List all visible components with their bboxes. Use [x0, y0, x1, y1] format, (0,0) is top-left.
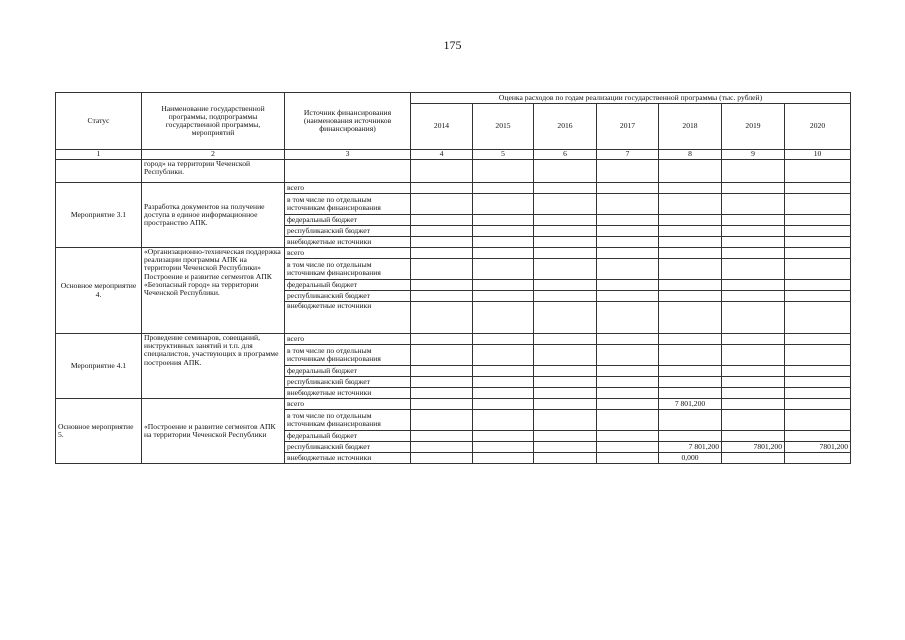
source-including: в том числе по отдельным источникам финансирования: [285, 345, 411, 366]
source-republic: республиканский бюджет: [285, 442, 411, 453]
value-cell: 7 801,200: [659, 442, 722, 453]
source-including: в том числе по отдельным источникам финансирования: [285, 194, 411, 215]
source-republic: республиканский бюджет: [285, 377, 411, 388]
source-federal: федеральный бюджет: [285, 366, 411, 377]
year-2018: 2018: [659, 104, 722, 150]
expenditure-table: [55, 92, 851, 464]
col-number: 5: [473, 150, 534, 160]
source-federal: федеральный бюджет: [285, 431, 411, 442]
source-federal: федеральный бюджет: [285, 280, 411, 291]
source-including: в том числе по отдельным источникам финансирования: [285, 259, 411, 280]
col-number: 8: [659, 150, 722, 160]
col-number: 9: [722, 150, 785, 160]
measure-name: «Организационно-техническая поддержка реализации программы АПК на территории Чеченской Республики» Построение и развитие сегментов АПК «Безопасный город» на территории Чеченской Республики.: [142, 248, 285, 334]
status-cell: Мероприятие 4.1: [56, 334, 142, 399]
col-number: 10: [785, 150, 851, 160]
status-cell: [56, 160, 142, 183]
continuation-name: город» на территории Чеченской Республики.: [142, 160, 285, 183]
col-number: 1: [56, 150, 142, 160]
col-number: 4: [411, 150, 473, 160]
status-cell: Основное мероприятие 4.: [56, 248, 142, 334]
col-number: 3: [285, 150, 411, 160]
col-number: 6: [534, 150, 597, 160]
value-cell: 7 801,200: [659, 399, 722, 410]
year-2016: 2016: [534, 104, 597, 150]
value-cell: 7801,200: [722, 442, 785, 453]
header-estimate: Оценка расходов по годам реализации государственной программы (тыс. рублей): [411, 93, 851, 104]
year-2014: 2014: [411, 104, 473, 150]
status-cell: Основное мероприятие 5.: [56, 399, 142, 464]
year-2017: 2017: [597, 104, 659, 150]
source-total: всего: [285, 399, 411, 410]
source-federal: федеральный бюджет: [285, 215, 411, 226]
source-total: всего: [285, 334, 411, 345]
value-cell: 0,000: [659, 453, 722, 464]
status-cell: Мероприятие 3.1: [56, 183, 142, 248]
source-offbudget: внебюджетные источники: [285, 237, 411, 248]
value-cell: 7801,200: [785, 442, 851, 453]
source-republic: республиканский бюджет: [285, 226, 411, 237]
source-offbudget: внебюджетные источники: [285, 453, 411, 464]
header-name: Наименование государственной программы, подпрограммы государственной программы, мероприятий: [142, 93, 285, 150]
source-republic: республиканский бюджет: [285, 291, 411, 302]
source-total: всего: [285, 248, 411, 259]
measure-name: «Построение и развитие сегментов АПК на территории Чеченской Республики: [142, 399, 285, 464]
source-offbudget: внебюджетные источники: [285, 388, 411, 399]
year-2015: 2015: [473, 104, 534, 150]
header-source: Источник финансирования (наименования источников финансирования): [285, 93, 411, 150]
header-status: Статус: [56, 93, 142, 150]
measure-name: Проведение семинаров, совещаний, инструктивных занятий и т.п. для специалистов, участвующих в программе построения АПК.: [142, 334, 285, 399]
year-2020: 2020: [785, 104, 851, 150]
year-2019: 2019: [722, 104, 785, 150]
measure-name: Разработка документов на получение доступа в единое информационное пространство АПК.: [142, 183, 285, 248]
source-total: всего: [285, 183, 411, 194]
source-including: в том числе по отдельным источникам финансирования: [285, 410, 411, 431]
source-offbudget: внебюджетные источники: [285, 302, 411, 334]
page-number: 175: [443, 38, 462, 52]
col-number: 7: [597, 150, 659, 160]
col-number: 2: [142, 150, 285, 160]
